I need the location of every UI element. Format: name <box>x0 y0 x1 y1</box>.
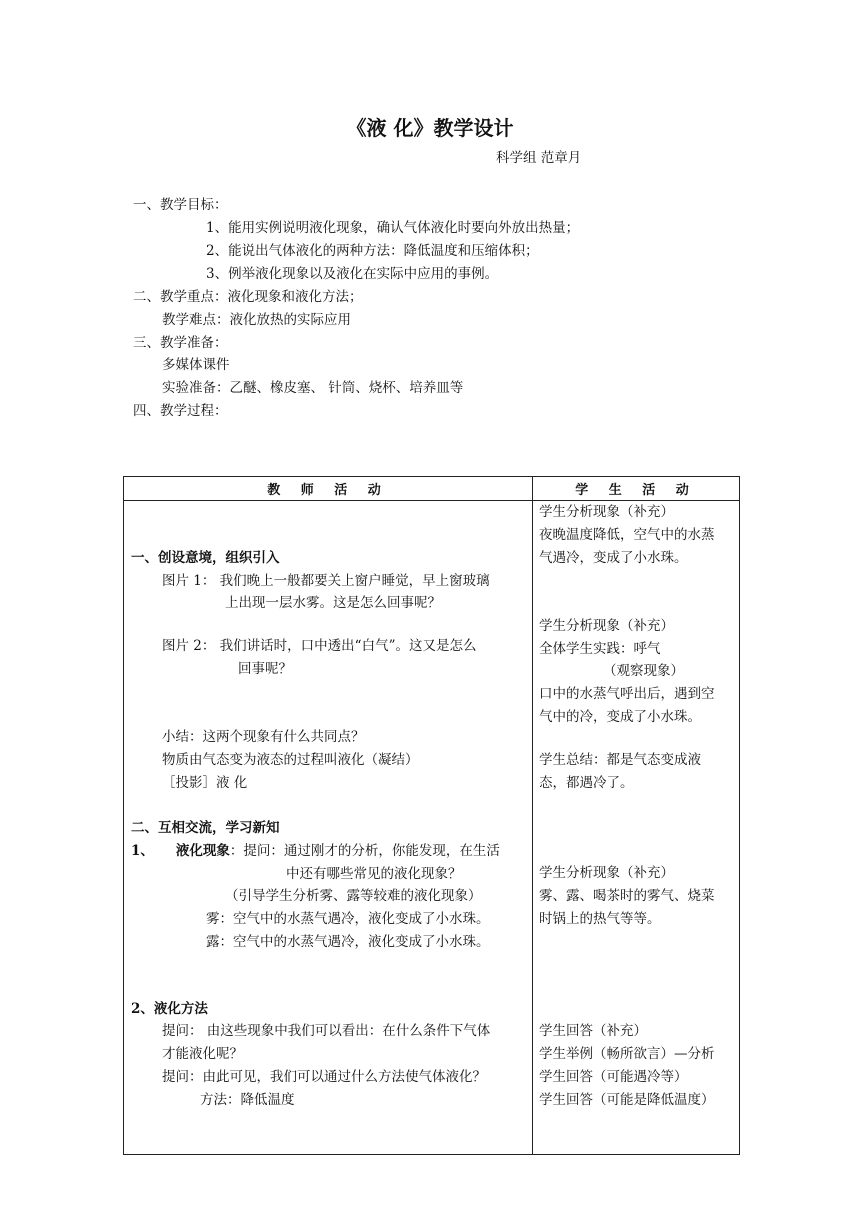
item-1-number: 1、 <box>131 843 154 859</box>
item-2-heading: 2、液化方法 <box>131 1001 208 1017</box>
student-e1: 学生回答（补充） <box>539 1023 647 1039</box>
student-d2: 雾、露、喝茶时的雾气、烧菜 <box>539 888 715 904</box>
goal-1: 1、能用实例说明液化现象，确认气体液化时要向外放出热量； <box>206 220 580 236</box>
student-a1: 学生分析现象（补充） <box>539 504 674 520</box>
goal-3: 3、例举液化现象以及液化在实际中应用的事例。 <box>206 266 499 282</box>
guide-note: （引导学生分析雾、露等较难的液化现象） <box>225 888 482 904</box>
method-answer: 方法：降低温度 <box>200 1092 295 1108</box>
question-1-line-2: 才能液化呢？ <box>162 1046 243 1062</box>
student-b4: 口中的水蒸气呼出后，遇到空 <box>539 686 715 702</box>
prep-item-experiment: 实验准备：乙醚、橡皮塞、 针筒、烧杯、培养皿等 <box>162 380 464 396</box>
student-a2: 夜晚温度降低，空气中的水蒸 <box>539 527 715 543</box>
goals-heading: 一、教学目标： <box>133 197 228 213</box>
student-e3: 学生回答（可能遇冷等） <box>539 1069 688 1085</box>
picture-1-line-2: 上出现一层水雾。这是怎么回事呢？ <box>225 595 441 611</box>
prep-item-media: 多媒体课件 <box>162 357 230 373</box>
goal-2: 2、能说出气体液化的两种方法：降低温度和压缩体积； <box>206 243 539 259</box>
picture-1-line-1: 图片 1： 我们晚上一般都要关上窗户睡觉，早上窗玻璃 <box>162 573 490 589</box>
student-e4: 学生回答（可能是降低温度） <box>539 1092 715 1108</box>
student-a3: 气遇冷，变成了小水珠。 <box>539 550 688 566</box>
student-b3: （观察现象） <box>603 663 684 679</box>
document-title: 《液 化》教学设计 <box>346 116 514 140</box>
summary-definition: 物质由气态变为液态的过程叫液化（凝结） <box>162 752 419 768</box>
process-heading: 四、教学过程： <box>133 403 228 419</box>
teacher-section-1: 一、创设意境，组织引入 <box>131 550 280 566</box>
key-point: 二、教学重点：液化现象和液化方法； <box>133 289 363 305</box>
activity-table <box>123 476 740 1155</box>
summary-question: 小结：这两个现象有什么共同点？ <box>162 729 365 745</box>
student-b5: 气中的冷，变成了小水珠。 <box>539 709 701 725</box>
prep-heading: 三、教学准备： <box>133 335 228 351</box>
student-d1: 学生分析现象（补充） <box>539 865 674 881</box>
teacher-section-2: 二、互相交流，学习新知 <box>131 820 280 836</box>
student-b2: 全体学生实践：呼气 <box>539 641 661 657</box>
student-header: 学 生 活 动 <box>533 477 740 501</box>
picture-2-line-2: 回事呢？ <box>238 661 292 677</box>
item-1-row <box>131 845 500 859</box>
dew-explanation: 露：空气中的水蒸气遇冷，液化变成了小水珠。 <box>206 934 490 950</box>
item-1-question: ：提问：通过刚才的分析，你能发现，在生活 <box>229 843 500 859</box>
item-1-label: 液化现象 <box>175 843 230 859</box>
teacher-header: 教 师 活 动 <box>124 477 533 501</box>
student-column <box>533 501 740 1155</box>
difficulty: 教学难点：液化放热的实际应用 <box>162 312 351 328</box>
student-c2: 态，都遇冷了。 <box>539 775 634 791</box>
author-line: 科学组 范章月 <box>496 150 582 166</box>
item-1-question-cont: 中还有哪些常见的液化现象？ <box>286 866 462 882</box>
fog-explanation: 雾：空气中的水蒸气遇冷，液化变成了小水珠。 <box>206 911 490 927</box>
question-2: 提问：由此可见，我们可以通过什么方法使气体液化？ <box>162 1069 486 1085</box>
teacher-column <box>124 501 533 1155</box>
picture-2-line-1: 图片 2： 我们讲话时，口中透出“白气”。这又是怎么 <box>162 638 477 654</box>
student-b1: 学生分析现象（补充） <box>539 618 674 634</box>
projection-note: ［投影］液 化 <box>162 775 248 791</box>
student-d3: 时锅上的热气等等。 <box>539 911 661 927</box>
question-1-line-1: 提问： 由这些现象中我们可以看出：在什么条件下气体 <box>162 1023 491 1039</box>
student-c1: 学生总结：都是气态变成液 <box>539 752 701 768</box>
student-e2: 学生举例（畅所欲言）—分析 <box>539 1046 715 1062</box>
